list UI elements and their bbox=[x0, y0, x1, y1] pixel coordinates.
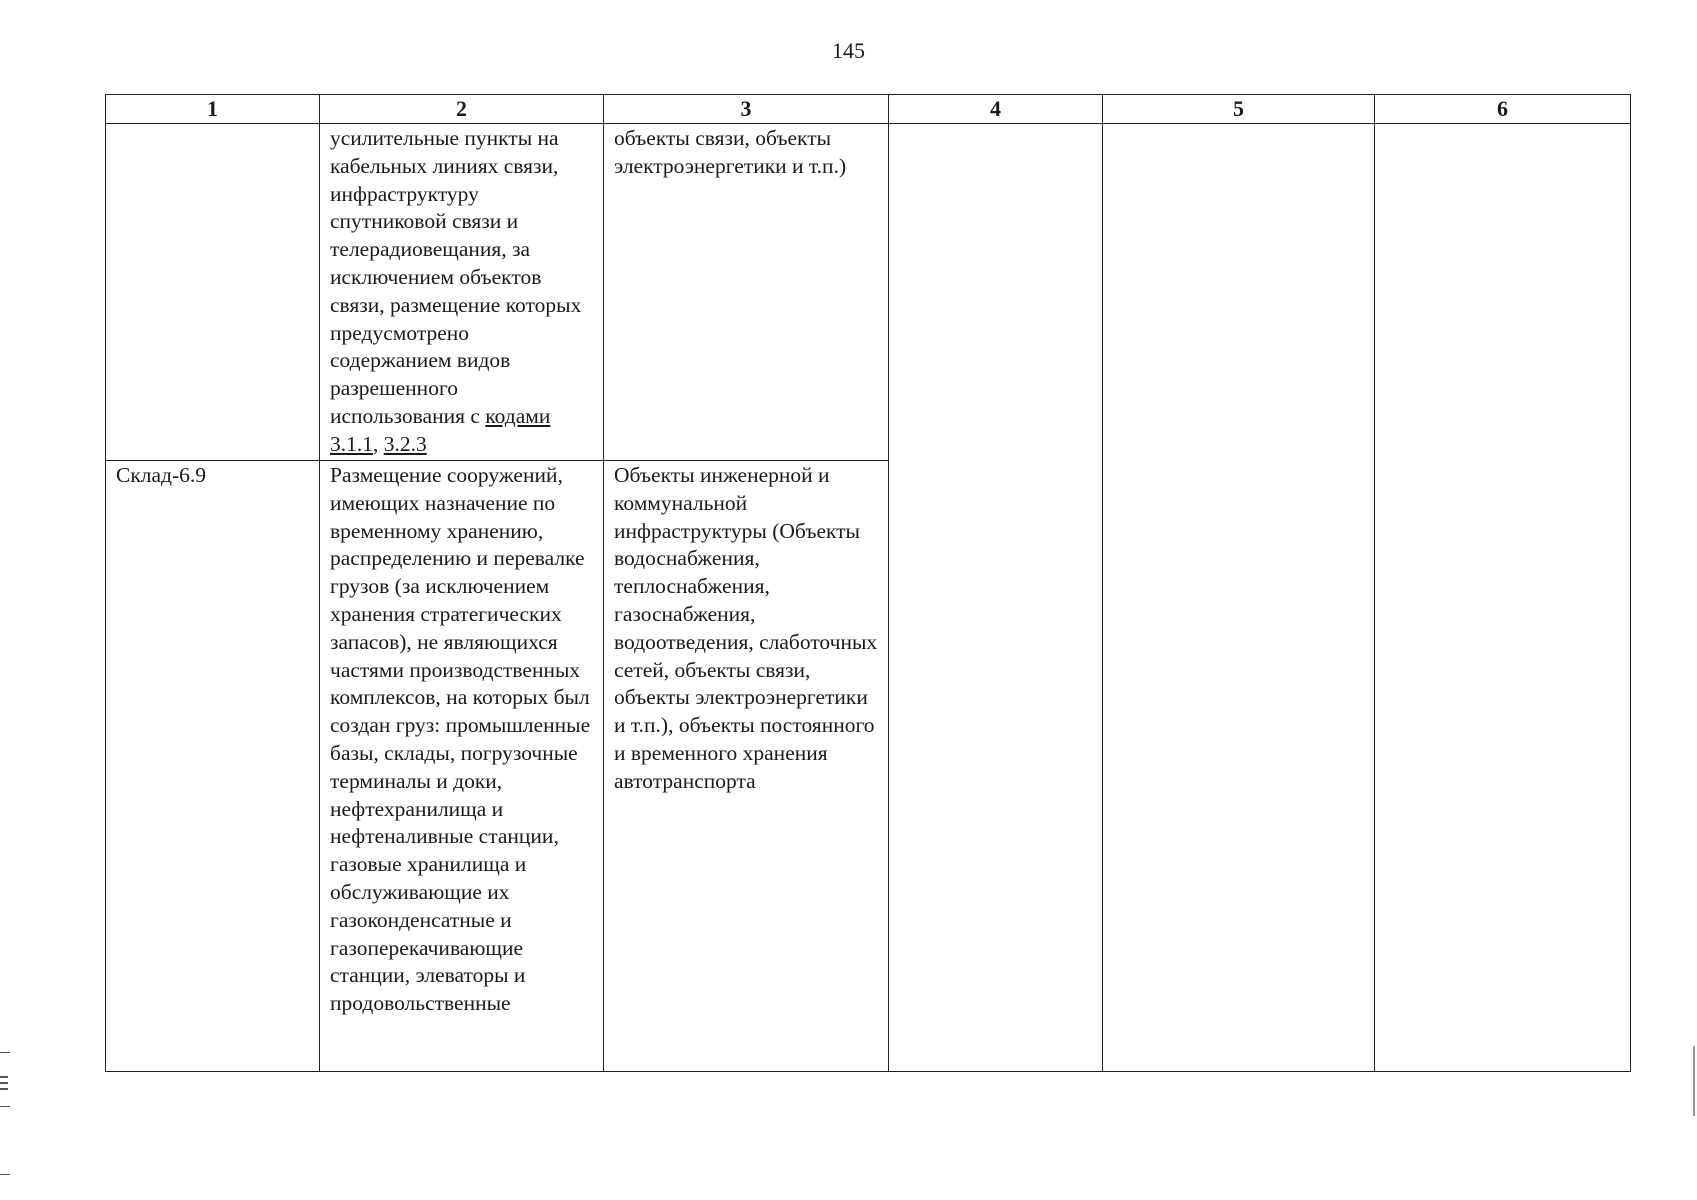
table-header bbox=[106, 95, 1631, 124]
row2-objects-cell: Объекты инженерной и коммунальной инфраструктуры (Объекты водоснабжения, теплоснабжения, газоснабжения, водоотведения, слаботочных сетей, объекты связи, объекты электроэнергетики и т.п.), объекты постоянного и временного хранения автотранспорта bbox=[604, 461, 889, 1072]
row1-objects-cell: объекты связи, объекты электроэнергетики и т.п.) bbox=[604, 124, 889, 461]
page-number: 145 bbox=[832, 38, 865, 63]
code-link-3-1-1[interactable]: 3.1.1 bbox=[330, 431, 373, 456]
code-separator: , bbox=[373, 431, 384, 456]
scan-mark-left bbox=[0, 1076, 8, 1078]
col5-empty-cell bbox=[1103, 124, 1375, 1072]
header-col-5: 5 bbox=[1103, 95, 1375, 124]
table-row bbox=[106, 124, 1631, 461]
kody-link[interactable]: кодами bbox=[485, 403, 551, 428]
scan-mark-left bbox=[0, 1052, 10, 1053]
col4-empty-cell bbox=[889, 124, 1103, 1072]
col6-empty-cell bbox=[1375, 124, 1631, 1072]
scan-mark-left bbox=[0, 1106, 10, 1107]
scan-mark-right bbox=[1693, 1046, 1695, 1116]
header-row bbox=[106, 95, 1631, 124]
header-col-2: 2 bbox=[320, 95, 604, 124]
scan-mark-left bbox=[0, 1174, 10, 1175]
row2-code-cell: Склад-6.9 bbox=[106, 461, 320, 1072]
header-col-3: 3 bbox=[604, 95, 889, 124]
header-col-6: 6 bbox=[1375, 95, 1631, 124]
row2-description-cell: Размещение сооружений, имеющих назначение по временному хранению, распределению и перевалке грузов (за исключением хранения стратегических запасов), не являющихся частями производственных комплексов, на которых был создан груз: промышленные базы, склады, погрузочные терминалы и доки, нефтехранилища и нефтеналивные станции, газовые хранилища и обслуживающие их газоконденсатные и газоперекачивающие станции, элеваторы и продовольственные bbox=[320, 461, 604, 1072]
row1-description-cell bbox=[320, 124, 604, 461]
row1-description-text: усилительные пункты на кабельных линиях связи, инфраструктуру спутниковой связи и телерадиовещания, за исключением объектов связи, размещение которых предусмотрено содержанием видов разрешенного использования с bbox=[330, 126, 582, 428]
row1-col1-cell bbox=[106, 124, 320, 461]
land-use-table bbox=[105, 94, 1631, 1072]
scan-mark-left bbox=[0, 1082, 8, 1084]
header-col-1: 1 bbox=[106, 95, 320, 124]
header-col-4: 4 bbox=[889, 95, 1103, 124]
scan-mark-left bbox=[0, 1088, 8, 1090]
code-link-3-2-3[interactable]: 3.2.3 bbox=[383, 431, 427, 456]
